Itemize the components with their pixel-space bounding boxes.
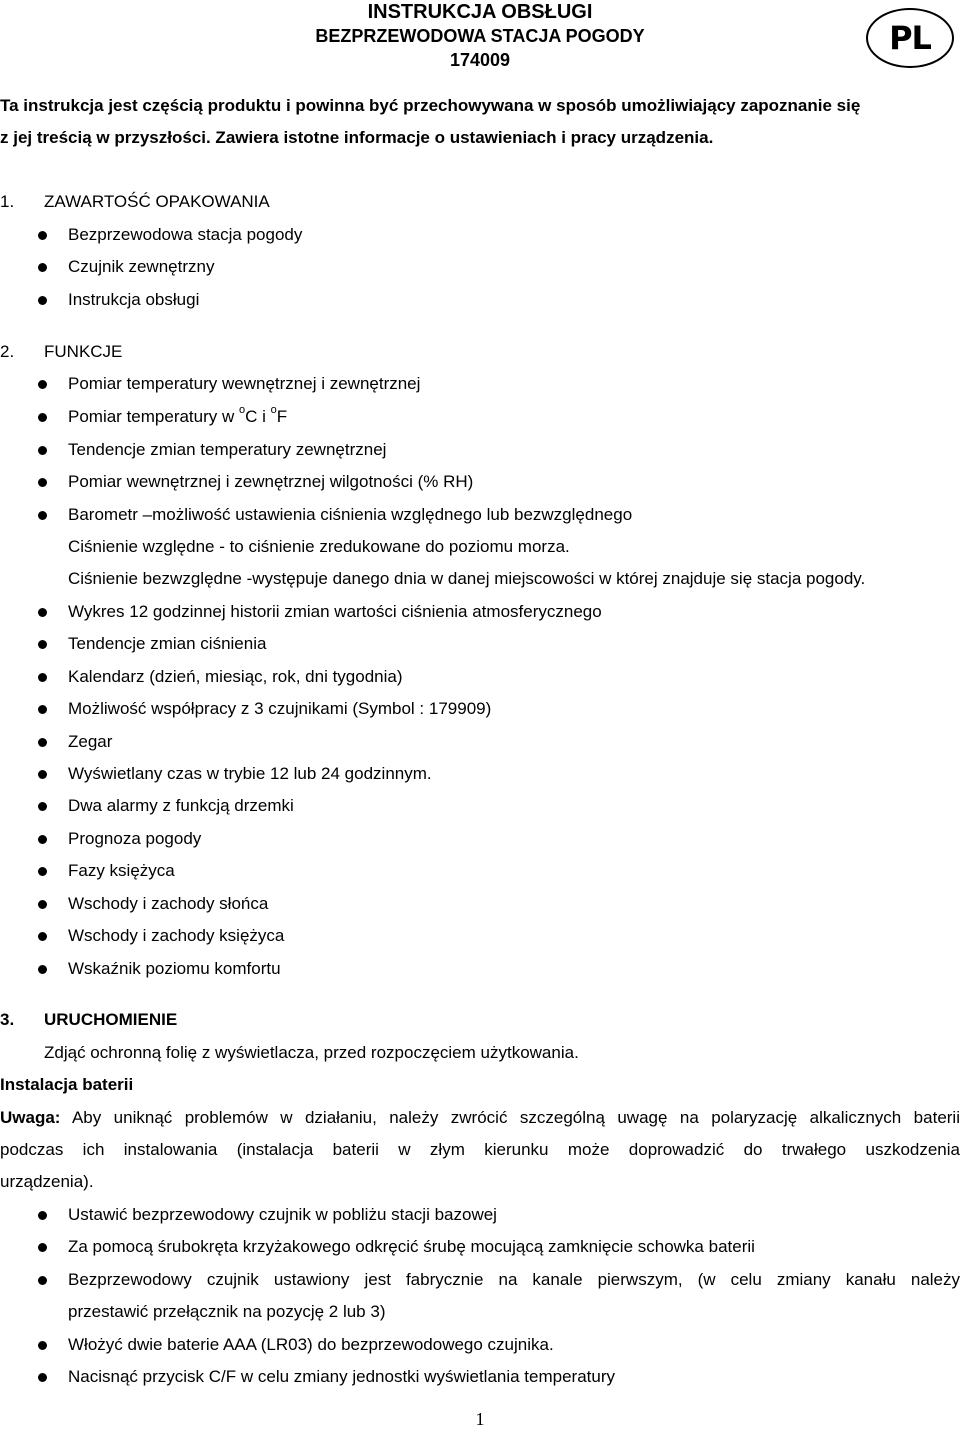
bullet-icon xyxy=(38,867,47,876)
document-subtitle: BEZPRZEWODOWA STACJA POGODY xyxy=(315,26,645,46)
pl-language-logo: PL xyxy=(866,8,954,68)
bullet-icon xyxy=(38,1243,47,1252)
bullet-icon xyxy=(38,640,47,649)
document-header xyxy=(0,0,960,72)
intro-line-2: z jej treścią w przyszłości. Zawiera istotne informacje o ustawieniach i pracy urządzenia. xyxy=(0,128,714,147)
section-2-heading xyxy=(0,340,122,364)
note-line: Ciśnienie względne - to ciśnienie zredukowane do poziomu morza. xyxy=(68,537,570,556)
section-1-heading xyxy=(0,190,270,214)
page-number: 1 xyxy=(475,1409,485,1429)
bullet-icon xyxy=(38,296,47,305)
bullet-icon xyxy=(38,608,47,617)
bullet-icon xyxy=(38,1373,47,1382)
bullet-icon xyxy=(38,231,47,240)
list-item-continuation: przestawić przełącznik na pozycję 2 lub 3) xyxy=(68,1302,386,1321)
bullet-icon xyxy=(38,802,47,811)
warning-line-3: urządzenia). xyxy=(0,1172,94,1191)
bullet-icon xyxy=(38,1211,47,1220)
section-number: 1. xyxy=(0,192,15,211)
bullet-icon xyxy=(38,770,47,779)
bullet-icon xyxy=(38,1276,47,1285)
startup-text: Zdjąć ochronną folię z wyświetlacza, przed rozpoczęciem użytkowania. xyxy=(44,1043,579,1062)
bullet-icon xyxy=(38,511,47,520)
bullet-icon xyxy=(38,413,47,422)
intro-line-1: Ta instrukcja jest częścią produktu i powinna być przechowywana w sposób umożliwiający zapoznanie się xyxy=(0,96,861,115)
warning-line-2: podczas ich instalowania (instalacja baterii w złym kierunku może doprowadzić do trwałego uszkodzenia xyxy=(0,1140,960,1159)
bullet-icon xyxy=(38,673,47,682)
product-code: 174009 xyxy=(449,50,511,70)
battery-heading: Instalacja baterii xyxy=(0,1075,134,1094)
bullet-icon xyxy=(38,446,47,455)
document-title: INSTRUKCJA OBSŁUGI xyxy=(367,1,593,23)
section-number: 3. xyxy=(0,1010,15,1029)
section-3-heading xyxy=(0,1008,177,1032)
warning-label: Uwaga: xyxy=(0,1108,61,1127)
section-title: FUNKCJE xyxy=(44,342,123,361)
bullet-icon xyxy=(38,380,47,389)
section-title: ZAWARTOŚĆ OPAKOWANIA xyxy=(44,192,270,211)
note-line: Ciśnienie bezwzględne -występuje danego dnia w danej miejscowości w której znajduje się stacja pogody. xyxy=(68,569,866,588)
bullet-icon xyxy=(38,705,47,714)
bullet-icon xyxy=(38,965,47,974)
section-title: URUCHOMIENIE xyxy=(44,1010,178,1029)
bullet-icon xyxy=(38,263,47,272)
bullet-icon xyxy=(38,1341,47,1350)
warning-line-1: Uwaga: Aby uniknąć problemów w działaniu, należy zwrócić szczególną uwagę na polaryzację alkalicznych baterii xyxy=(0,1108,960,1127)
bullet-icon xyxy=(38,738,47,747)
bullet-icon xyxy=(38,932,47,941)
bullet-icon xyxy=(38,478,47,487)
bullet-icon xyxy=(38,900,47,909)
section-number: 2. xyxy=(0,342,15,361)
bullet-icon xyxy=(38,835,47,844)
